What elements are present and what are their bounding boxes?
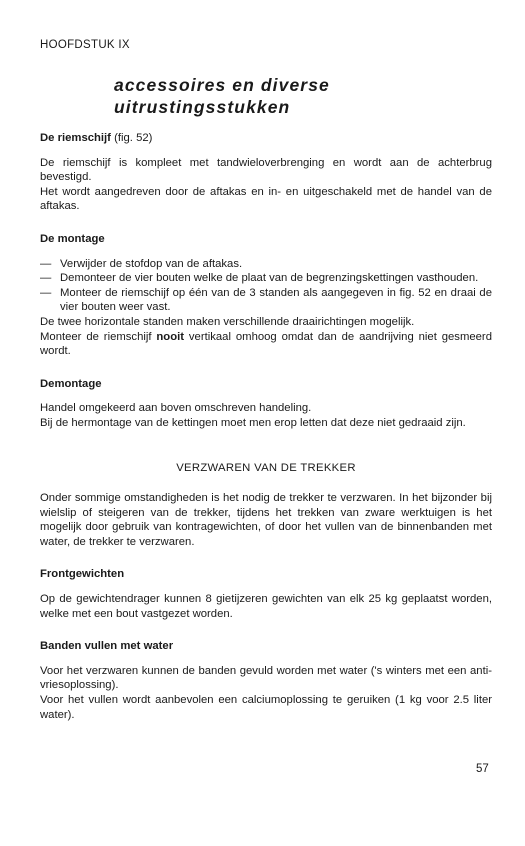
chapter-label: HOOFDSTUK IX bbox=[40, 39, 130, 51]
paragraph: Voor het vullen wordt aanbevolen een calciumoplossing te geruiken (1 kg voor 2.5 liter water). bbox=[40, 694, 492, 721]
paragraph: Op de gewichtendrager kunnen 8 gietijzeren gewichten van elk 25 kg geplaatst worden, welke met een bout vastgezet worden. bbox=[40, 593, 492, 620]
text-run: vertikaal omhoog omdat dan de aandrijving niet gesmeerd wordt. bbox=[40, 330, 492, 358]
heading-riemschijf: De riemschijf bbox=[40, 132, 111, 144]
page-title bbox=[114, 74, 330, 118]
list-item-text: Monteer de riemschijf op één van de 3 standen als aangegeven in fig. 52 en draai de vier bouten weer vast. bbox=[60, 286, 492, 314]
paragraph: Het wordt aangedreven door de aftakas en in- en uitgeschakeld met de handel van de aftakas. bbox=[40, 185, 492, 213]
paragraph-warning bbox=[40, 330, 492, 359]
paragraph: De twee horizontale standen maken verschillende draairichtingen mogelijk. bbox=[40, 315, 415, 328]
section-frontgewichten bbox=[40, 567, 492, 621]
heading-demontage: Demontage bbox=[40, 377, 102, 390]
title-line-2: uitrustingsstukken bbox=[114, 97, 291, 117]
heading-montage: De montage bbox=[40, 232, 105, 245]
section-banden bbox=[40, 639, 492, 722]
paragraph: Handel omgekeerd aan boven omschreven handeling. bbox=[40, 402, 312, 415]
dash-marker: — bbox=[40, 272, 52, 285]
section-riemschijf bbox=[40, 131, 492, 214]
list-item bbox=[40, 286, 492, 315]
section-montage bbox=[40, 232, 492, 359]
list-item bbox=[40, 257, 492, 272]
list-item-text: Demonteer de vier bouten welke de plaat van de begrenzingskettingen vasthouden. bbox=[60, 272, 479, 285]
emphasis-nooit: nooit bbox=[156, 330, 185, 343]
paragraph: Onder sommige omstandigheden is het nodig de trekker te verzwaren. In het bijzonder bij wielslip of steigeren van de trekker, tijdens het trekken van zware werktuigen is het mogelijk door gebruik van kontragewichten, of door het vullen van de binnenbanden met water, de trekker te verzwaren. bbox=[40, 492, 492, 548]
heading-frontgewichten: Frontgewichten bbox=[40, 568, 125, 581]
list-item-text: Verwijder de stofdop van de aftakas. bbox=[60, 257, 243, 270]
section-verzwaren bbox=[40, 491, 492, 549]
heading-verzwaren: VERZWAREN VAN DE TREKKER bbox=[176, 461, 356, 474]
section-heading bbox=[40, 131, 492, 146]
heading-banden: Banden vullen met water bbox=[40, 640, 174, 653]
page-content bbox=[40, 131, 492, 740]
text-run: Monteer de riemschijf bbox=[40, 330, 157, 343]
montage-steps bbox=[40, 257, 492, 315]
figure-reference: (fig. 52) bbox=[114, 132, 153, 144]
section-demontage bbox=[40, 377, 492, 431]
list-item bbox=[40, 271, 492, 286]
paragraph: De riemschijf is kompleet met tandwieloverbrenging en wordt aan de achterbrug bevestigd. bbox=[40, 156, 492, 184]
paragraph: Voor het verzwaren kunnen de banden gevuld worden met water ('s winters met een anti-vriesoplossing). bbox=[40, 664, 492, 692]
paragraph: Bij de hermontage van de kettingen moet men erop letten dat deze niet gedraaid zijn. bbox=[40, 416, 466, 429]
title-line-1: accessoires en diverse bbox=[114, 75, 330, 95]
dash-marker: — bbox=[40, 257, 52, 270]
page-number: 57 bbox=[476, 763, 489, 775]
dash-marker: — bbox=[40, 286, 52, 299]
